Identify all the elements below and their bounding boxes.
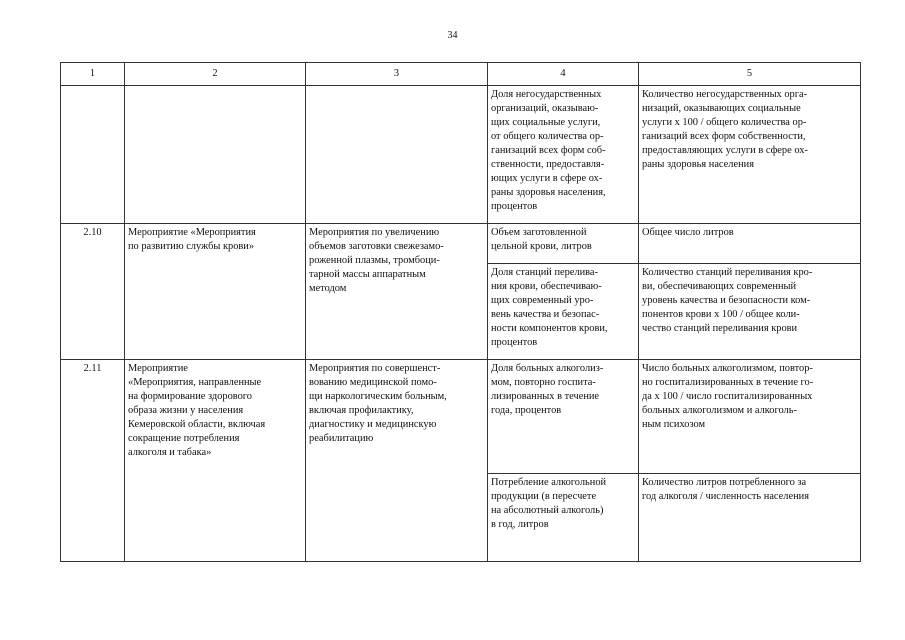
indicator-formula: Количество станций переливания кро- ви, обеспечивающих современный уровень качества и безопасности ком- понентов крови х 100 / общее коли- чество станций переливания крови bbox=[639, 264, 861, 360]
indicator-formula: Число больных алкоголизмом, повтор- но госпитализированных в течение го- да х 100 / число госпитализированных больных алкоголизмом и алкоголь- ным психозом bbox=[639, 360, 861, 474]
indicators-table bbox=[60, 62, 861, 562]
indicator-name: Доля больных алкоголиз- мом, повторно госпита- лизированных в течение года, процентов bbox=[488, 360, 639, 474]
table-row bbox=[61, 224, 861, 264]
indicator-formula: Количество негосударственных орга- низаций, оказывающих социальные услуги х 100 / общего количества ор- ганизаций всех форм собственности, предоставляющих услуги в сфере ох- раны здоровья населения bbox=[639, 86, 861, 224]
table-row bbox=[61, 360, 861, 474]
indicator-formula: Количество литров потребленного за год алкоголя / численность населения bbox=[639, 474, 861, 562]
header-cell: 2 bbox=[125, 63, 306, 86]
page-number: 34 bbox=[447, 30, 458, 41]
event-name: Мероприятие «Мероприятия по развитию службы крови» bbox=[125, 224, 306, 360]
indicator-name: Доля станций перелива- ния крови, обеспечиваю- щих современный уро- вень качества и безопас- ности компонентов крови, процентов bbox=[488, 264, 639, 360]
header-cell: 4 bbox=[488, 63, 639, 86]
event-measures: Мероприятия по увеличению объемов заготовки свежезамо- роженной плазмы, тромбоци- тарной массы аппаратным методом bbox=[306, 224, 488, 360]
header-cell: 5 bbox=[639, 63, 861, 86]
row-number: 2.11 bbox=[61, 360, 125, 562]
indicator-formula: Общее число литров bbox=[639, 224, 861, 264]
table-row bbox=[61, 86, 861, 224]
header-cell: 1 bbox=[61, 63, 125, 86]
row-number: 2.10 bbox=[61, 224, 125, 360]
event-measures: Мероприятия по совершенст- вованию медицинской помо- щи наркологическим больным, включая профилактику, диагностику и медицинскую реабилитацию bbox=[306, 360, 488, 562]
empty-cell bbox=[61, 86, 125, 224]
table-header-row bbox=[61, 63, 861, 86]
indicator-name: Объем заготовленной цельной крови, литров bbox=[488, 224, 639, 264]
event-name: Мероприятие «Мероприятия, направленные на формирование здорового образа жизни у населения Кемеровской области, включая сокращение потребления алкоголя и табака» bbox=[125, 360, 306, 562]
indicator-name: Доля негосударственных организаций, оказываю- щих социальные услуги, от общего количества ор- ганизаций всех форм соб- ственности, предоставля- ющих услуги в сфере ох- раны здоровья населения, процентов bbox=[488, 86, 639, 224]
empty-cell bbox=[306, 86, 488, 224]
indicator-name: Потребление алкогольной продукции (в пересчете на абсолютный алкоголь) в год, литров bbox=[488, 474, 639, 562]
header-cell: 3 bbox=[306, 63, 488, 86]
empty-cell bbox=[125, 86, 306, 224]
